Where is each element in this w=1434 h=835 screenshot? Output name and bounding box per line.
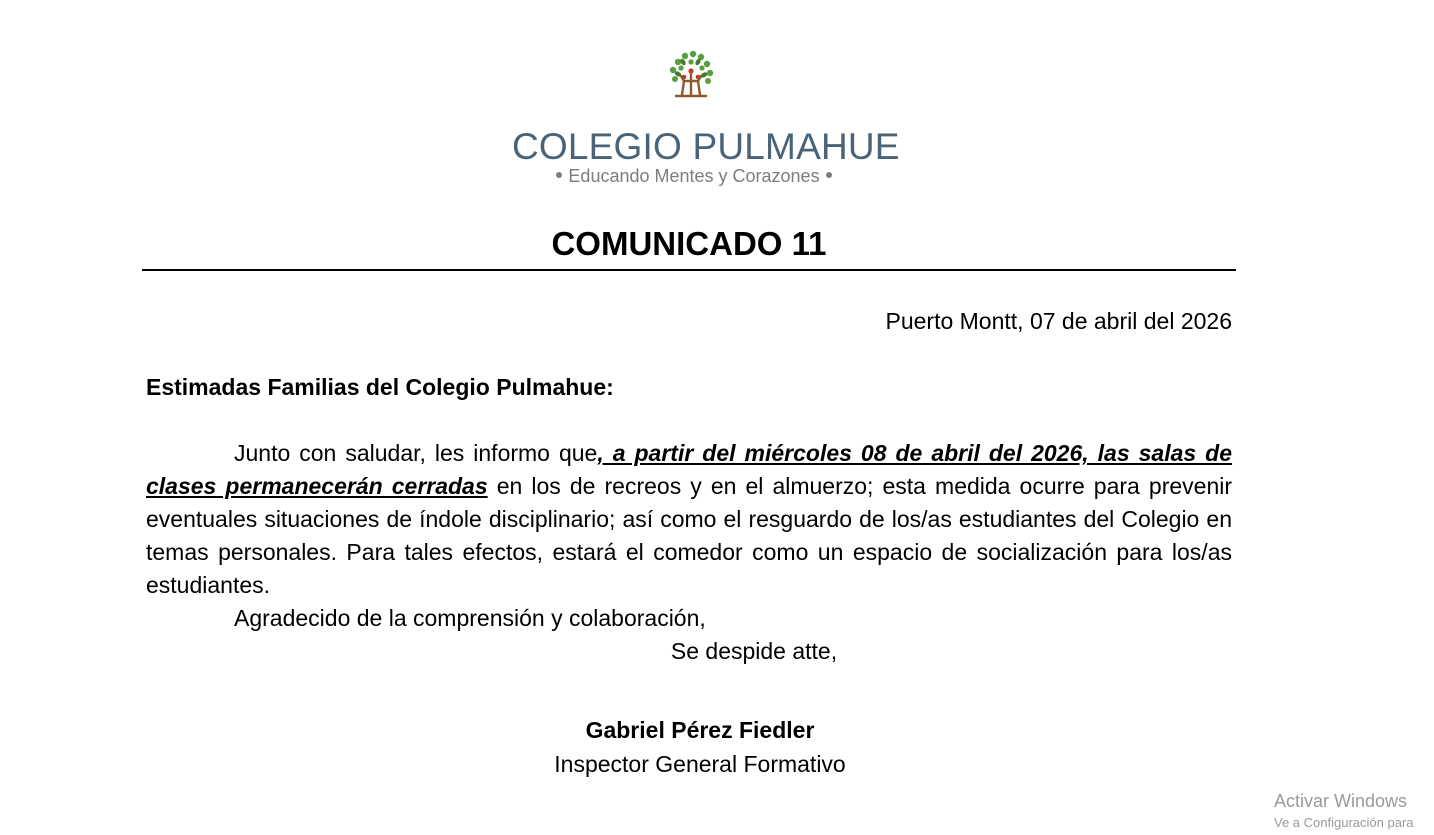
school-motto-line bbox=[512, 165, 876, 187]
bullet-dot-icon bbox=[556, 172, 562, 178]
signer-name: Gabriel Pérez Fiedler bbox=[585, 717, 815, 743]
farewell-line bbox=[146, 635, 1232, 668]
title-divider bbox=[142, 269, 1236, 271]
windows-activation-subtitle: Ve a Configuración para bbox=[1274, 815, 1414, 830]
school-motto: Educando Mentes y Corazones bbox=[568, 166, 820, 186]
body-intro: Junto con saludar, les informo que bbox=[234, 440, 598, 466]
body-highlight: , a partir del miércoles 08 de abril del 2026, las salas de clases permanecerán cerradas bbox=[146, 440, 1233, 499]
closing-line: Agradecido de la comprensión y colaboración, bbox=[234, 605, 706, 631]
date-line: Puerto Montt, 07 de abril del 2026 bbox=[885, 308, 1232, 334]
school-name: COLEGIO PULMAHUE bbox=[512, 126, 900, 167]
body-rest: en los de recreos y en el almuerzo; esta medida ocurre para prevenir eventuales situaciones de índole disciplinario; así como el resguardo de los/as estudiantes del Colegio en temas personales. Para tales efectos, estará el comedor como un espacio de socialización para los/as estudiantes. bbox=[146, 473, 1233, 598]
tree-people-icon bbox=[664, 48, 718, 102]
farewell-text: Se despide atte, bbox=[670, 638, 838, 664]
greeting: Estimadas Familias del Colegio Pulmahue: bbox=[146, 374, 614, 400]
signer-role: Inspector General Formativo bbox=[554, 751, 846, 777]
document-title: COMUNICADO 11 bbox=[551, 225, 827, 262]
body-paragraph bbox=[146, 437, 1232, 602]
bullet-dot-icon bbox=[826, 172, 832, 178]
windows-activation-title: Activar Windows bbox=[1274, 791, 1408, 811]
